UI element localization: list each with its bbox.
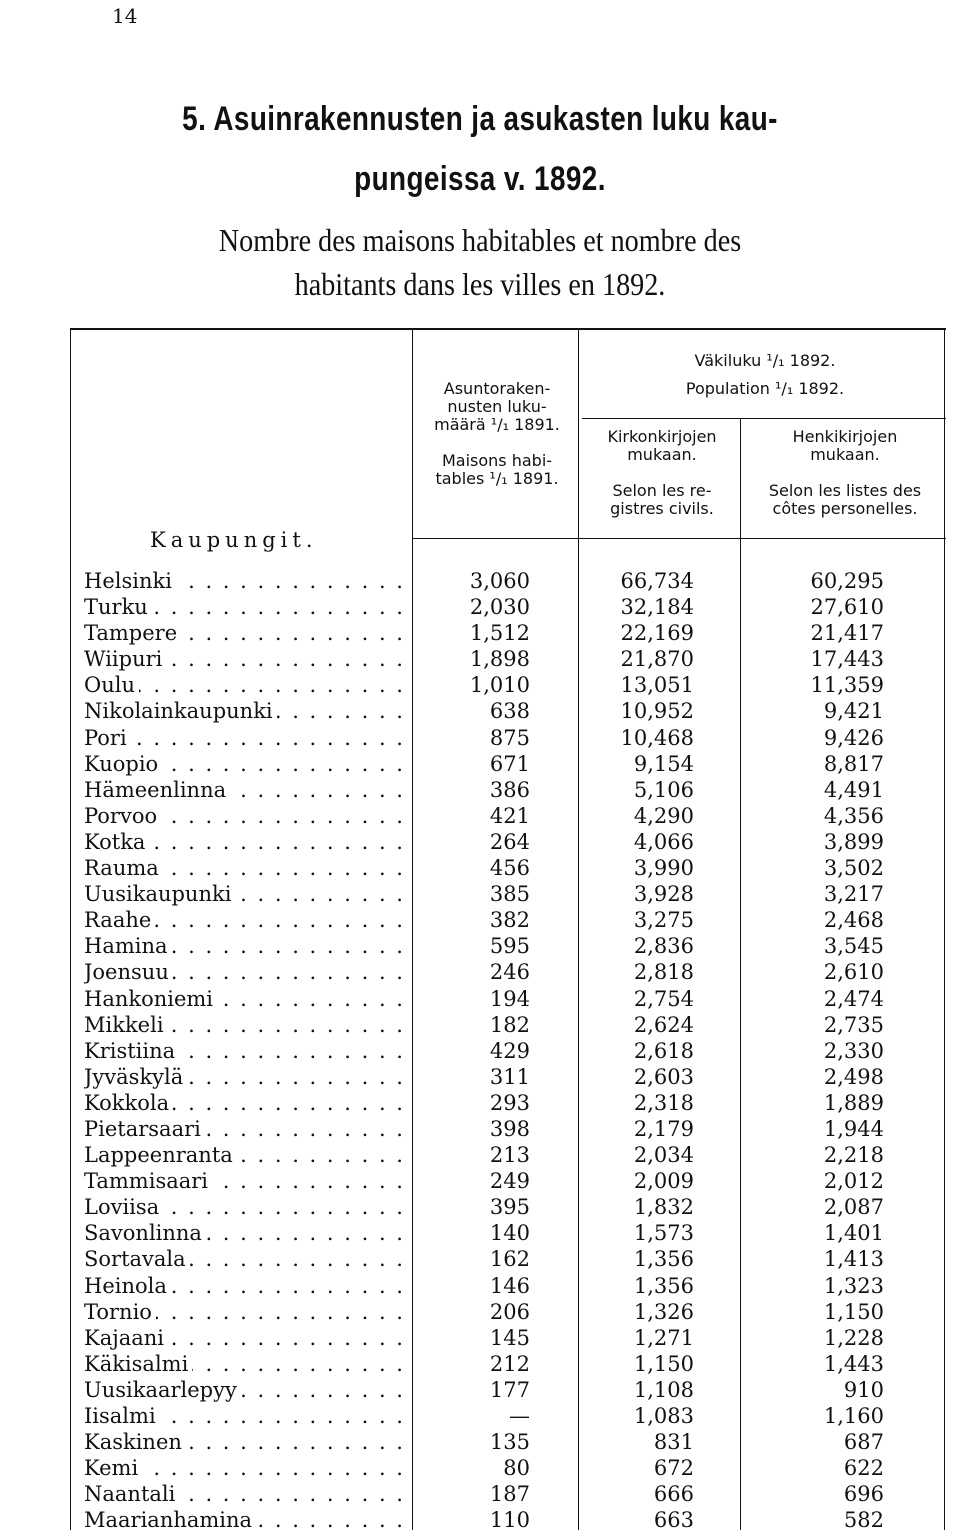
population-tax-records: 1,944 — [823, 1116, 884, 1141]
population-tax-records: 9,426 — [823, 725, 884, 750]
houses-count: 386 — [489, 777, 530, 802]
city-name: Helsinki . . . — [84, 568, 402, 594]
table-row — [84, 568, 924, 594]
city-name: Kuopio . . . — [84, 751, 402, 777]
city-name: Porvoo . . . — [84, 803, 402, 829]
houses-count: 456 — [489, 856, 530, 881]
population-church-records: 831 — [653, 1430, 694, 1455]
population-tax-records: 3,502 — [823, 856, 884, 881]
population-tax-records: 3,217 — [823, 882, 884, 907]
city-column-header: Kaupungit. — [150, 528, 318, 552]
table-row — [84, 1168, 924, 1194]
table-row — [84, 646, 924, 672]
population-church-records: 1,150 — [633, 1351, 694, 1376]
city-name: Joensuu . . . — [84, 959, 402, 985]
population-church-records: 21,870 — [620, 647, 694, 672]
church-records-header-finnish: Kirkonkirjojen mukaan. — [607, 427, 717, 464]
population-church-records: 2,624 — [633, 1012, 694, 1037]
city-name: Tampere . . . — [84, 620, 402, 646]
population-church-records: 22,169 — [620, 621, 694, 646]
population-tax-records: 2,087 — [823, 1195, 884, 1220]
houses-count: 385 — [489, 882, 530, 907]
table-row — [84, 1090, 924, 1116]
population-tax-records: 1,150 — [823, 1299, 884, 1324]
population-tax-records: 9,421 — [823, 699, 884, 724]
population-tax-records: 17,443 — [810, 647, 884, 672]
table-row — [84, 751, 924, 777]
population-church-records: 1,573 — [633, 1221, 694, 1246]
population-tax-records: 2,012 — [823, 1169, 884, 1194]
header-bottom-rule — [412, 538, 946, 539]
table-top-rule — [70, 328, 946, 330]
houses-count: 875 — [489, 725, 530, 750]
table-row — [84, 1116, 924, 1142]
title-finnish-line-1: 5. Asuinrakennusten ja asukasten luku kau- — [182, 100, 778, 138]
houses-count: 146 — [489, 1273, 530, 1298]
city-name: Lappeenranta . . . — [84, 1142, 402, 1168]
table-row — [84, 1064, 924, 1090]
houses-count: 421 — [489, 803, 530, 828]
population-church-records: 13,051 — [620, 673, 694, 698]
population-tax-records: 8,817 — [823, 751, 884, 776]
city-name: Sortavala . . . — [84, 1246, 402, 1272]
tax-records-header-finnish: Henkikirjojen mukaan. — [792, 427, 898, 464]
city-name: Hämeenlinna . . . — [84, 777, 402, 803]
table-row — [84, 725, 924, 751]
population-church-records: 1,356 — [633, 1273, 694, 1298]
table-row — [84, 1351, 924, 1377]
city-name: Uusikaupunki . . . — [84, 881, 402, 907]
table-row — [84, 1507, 924, 1533]
houses-count: 135 — [489, 1430, 530, 1455]
table-row — [84, 1273, 924, 1299]
houses-count: 182 — [489, 1012, 530, 1037]
population-tax-records: 3,545 — [823, 934, 884, 959]
population-tax-records: 582 — [843, 1508, 884, 1533]
city-name: Hamina . . . — [84, 933, 402, 959]
population-tax-records: 2,474 — [823, 986, 884, 1011]
houses-count: 595 — [489, 934, 530, 959]
city-name: Raahe . . . — [84, 907, 402, 933]
city-name: Rauma . . . — [84, 855, 402, 881]
population-tax-records: 21,417 — [810, 621, 884, 646]
city-name: Savonlinna . . . — [84, 1220, 402, 1246]
table-row — [84, 1012, 924, 1038]
population-church-records: 3,928 — [633, 882, 694, 907]
houses-count: 212 — [489, 1351, 530, 1376]
table-row — [84, 881, 924, 907]
houses-count: 194 — [489, 986, 530, 1011]
city-name: Naantali . . . — [84, 1481, 402, 1507]
houses-count: 2,030 — [469, 595, 530, 620]
table-row — [84, 672, 924, 698]
city-name: Heinola . . . — [84, 1273, 402, 1299]
city-name: Jyväskylä . . . — [84, 1064, 402, 1090]
city-name: Nikolainkaupunki . . . — [84, 698, 402, 724]
city-name: Kajaani . . . — [84, 1325, 402, 1351]
population-church-records: 2,179 — [633, 1116, 694, 1141]
population-church-records: 5,106 — [633, 777, 694, 802]
city-name: Maarianhamina . . . — [84, 1507, 402, 1533]
houses-count: 264 — [489, 829, 530, 854]
table-row — [84, 1194, 924, 1220]
city-name: Mikkeli . . . — [84, 1012, 402, 1038]
church-records-header-french: Selon les re- gistres civils. — [610, 481, 714, 518]
houses-count: 177 — [489, 1377, 530, 1402]
population-tax-records: 27,610 — [810, 595, 884, 620]
page-number: 14 — [112, 4, 138, 28]
table-body — [84, 568, 924, 1533]
city-name: Kokkola . . . — [84, 1090, 402, 1116]
population-tax-records: 4,491 — [823, 777, 884, 802]
city-name: Iisalmi . . . — [84, 1403, 402, 1429]
population-tax-records: 1,160 — [823, 1404, 884, 1428]
population-church-records: 2,818 — [633, 960, 694, 985]
houses-count: 145 — [489, 1325, 530, 1350]
table-row — [84, 907, 924, 933]
population-church-records: 32,184 — [620, 595, 694, 620]
houses-count: 246 — [489, 960, 530, 985]
table-row — [84, 1455, 924, 1481]
title-french-line-2: habitants dans les villes en 1892. — [294, 266, 666, 302]
city-name: Kaskinen . . . — [84, 1429, 402, 1455]
houses-count: 638 — [489, 699, 530, 724]
population-church-records: 1,271 — [633, 1325, 694, 1350]
population-tax-records: 60,295 — [810, 569, 884, 593]
table-row — [84, 1403, 924, 1429]
houses-count: 293 — [489, 1090, 530, 1115]
population-tax-records: 1,323 — [823, 1273, 884, 1298]
population-tax-records: 2,610 — [823, 960, 884, 985]
population-header-french: Population ¹/₁ 1892. — [685, 379, 845, 398]
title-finnish-line-2: pungeissa v. 1892. — [354, 160, 606, 198]
houses-count: 3,060 — [469, 569, 530, 593]
population-church-records: 1,356 — [633, 1247, 694, 1272]
population-church-records: 2,618 — [633, 1038, 694, 1063]
table-row — [84, 1429, 924, 1455]
population-church-records: 663 — [653, 1508, 694, 1533]
population-church-records: 666 — [653, 1482, 694, 1507]
population-tax-records: 1,401 — [823, 1221, 884, 1246]
houses-count: 162 — [489, 1247, 530, 1272]
population-tax-records: 687 — [843, 1430, 884, 1455]
houses-count: 382 — [489, 908, 530, 933]
houses-count: 80 — [503, 1456, 530, 1481]
population-header-finnish: Väkiluku ¹/₁ 1892. — [694, 351, 836, 370]
population-church-records: 4,290 — [633, 803, 694, 828]
city-name: Tammisaari . . . — [84, 1168, 402, 1194]
population-tax-records: 2,468 — [823, 908, 884, 933]
population-tax-records: 1,228 — [823, 1325, 884, 1350]
population-church-records: 66,734 — [620, 569, 694, 593]
houses-count: 1,512 — [469, 621, 530, 646]
houses-count: 206 — [489, 1299, 530, 1324]
population-church-records: 1,832 — [633, 1195, 694, 1220]
table-row — [84, 829, 924, 855]
houses-count: 671 — [489, 751, 530, 776]
table-left-border — [70, 330, 71, 1530]
population-tax-records: 910 — [843, 1377, 884, 1402]
houses-count: 110 — [489, 1508, 530, 1533]
houses-count: 1,898 — [469, 647, 530, 672]
population-subheader-rule — [582, 418, 946, 419]
city-name: Kristiina . . . — [84, 1038, 402, 1064]
table-row — [84, 777, 924, 803]
table-row — [84, 986, 924, 1012]
houses-count: 1,010 — [469, 673, 530, 698]
population-tax-records: 2,735 — [823, 1012, 884, 1037]
city-name: Pietarsaari . . . — [84, 1116, 402, 1142]
city-name: Käkisalmi . . . — [84, 1351, 402, 1377]
city-name: Oulu . . . — [84, 672, 402, 698]
houses-count: 311 — [489, 1064, 530, 1089]
houses-header-finnish: Asuntoraken- nusten luku- määrä ¹/₁ 1891. — [434, 379, 560, 434]
population-church-records: 10,468 — [620, 725, 694, 750]
population-tax-records: 1,413 — [823, 1247, 884, 1272]
houses-count: 249 — [489, 1169, 530, 1194]
title-french-line-1: Nombre des maisons habitables et nombre des — [218, 222, 742, 258]
table-row — [84, 594, 924, 620]
table-row — [84, 1220, 924, 1246]
city-name: Uusikaarlepyy . . . — [84, 1377, 402, 1403]
city-name: Pori . . . — [84, 725, 402, 751]
population-church-records: 3,275 — [633, 908, 694, 933]
table-row — [84, 855, 924, 881]
population-tax-records: 696 — [843, 1482, 884, 1507]
city-name: Kotka . . . — [84, 829, 402, 855]
table-row — [84, 1325, 924, 1351]
houses-count: — — [509, 1404, 530, 1428]
table-row — [84, 1377, 924, 1403]
population-tax-records: 3,899 — [823, 829, 884, 854]
table-row — [84, 1481, 924, 1507]
population-church-records: 2,009 — [633, 1169, 694, 1194]
population-church-records: 1,108 — [633, 1377, 694, 1402]
table-row — [84, 1142, 924, 1168]
population-church-records: 672 — [653, 1456, 694, 1481]
population-church-records: 3,990 — [633, 856, 694, 881]
houses-count: 429 — [489, 1038, 530, 1063]
city-name: Wiipuri . . . — [84, 646, 402, 672]
table-row — [84, 803, 924, 829]
population-tax-records: 4,356 — [823, 803, 884, 828]
city-name: Loviisa . . . — [84, 1194, 402, 1220]
population-church-records: 2,754 — [633, 986, 694, 1011]
population-tax-records: 2,498 — [823, 1064, 884, 1089]
table-row — [84, 1038, 924, 1064]
table-row — [84, 698, 924, 724]
population-church-records: 1,083 — [633, 1404, 694, 1428]
city-name: Hankoniemi . . . — [84, 986, 402, 1012]
table-row — [84, 959, 924, 985]
population-church-records: 2,318 — [633, 1090, 694, 1115]
population-tax-records: 1,889 — [823, 1090, 884, 1115]
houses-count: 398 — [489, 1116, 530, 1141]
tax-records-header-french: Selon les listes des côtes personelles. — [768, 481, 922, 518]
city-name: Tornio . . . — [84, 1299, 402, 1325]
population-tax-records: 2,218 — [823, 1143, 884, 1168]
population-church-records: 1,326 — [633, 1299, 694, 1324]
houses-header-french: Maisons habi- tables ¹/₁ 1891. — [435, 451, 559, 488]
population-church-records: 4,066 — [633, 829, 694, 854]
city-name: Kemi . . . — [84, 1455, 402, 1481]
houses-count: 187 — [489, 1482, 530, 1507]
population-tax-records: 622 — [843, 1456, 884, 1481]
table-row — [84, 1299, 924, 1325]
population-church-records: 10,952 — [620, 699, 694, 724]
table-row — [84, 620, 924, 646]
population-tax-records: 11,359 — [810, 673, 884, 698]
population-church-records: 2,034 — [633, 1143, 694, 1168]
population-tax-records: 1,443 — [823, 1351, 884, 1376]
table-row — [84, 933, 924, 959]
city-name: Turku . . . — [84, 594, 402, 620]
population-church-records: 2,836 — [633, 934, 694, 959]
population-tax-records: 2,330 — [823, 1038, 884, 1063]
houses-count: 140 — [489, 1221, 530, 1246]
houses-count: 213 — [489, 1143, 530, 1168]
population-church-records: 9,154 — [633, 751, 694, 776]
population-church-records: 2,603 — [633, 1064, 694, 1089]
table-row — [84, 1246, 924, 1272]
houses-count: 395 — [489, 1195, 530, 1220]
